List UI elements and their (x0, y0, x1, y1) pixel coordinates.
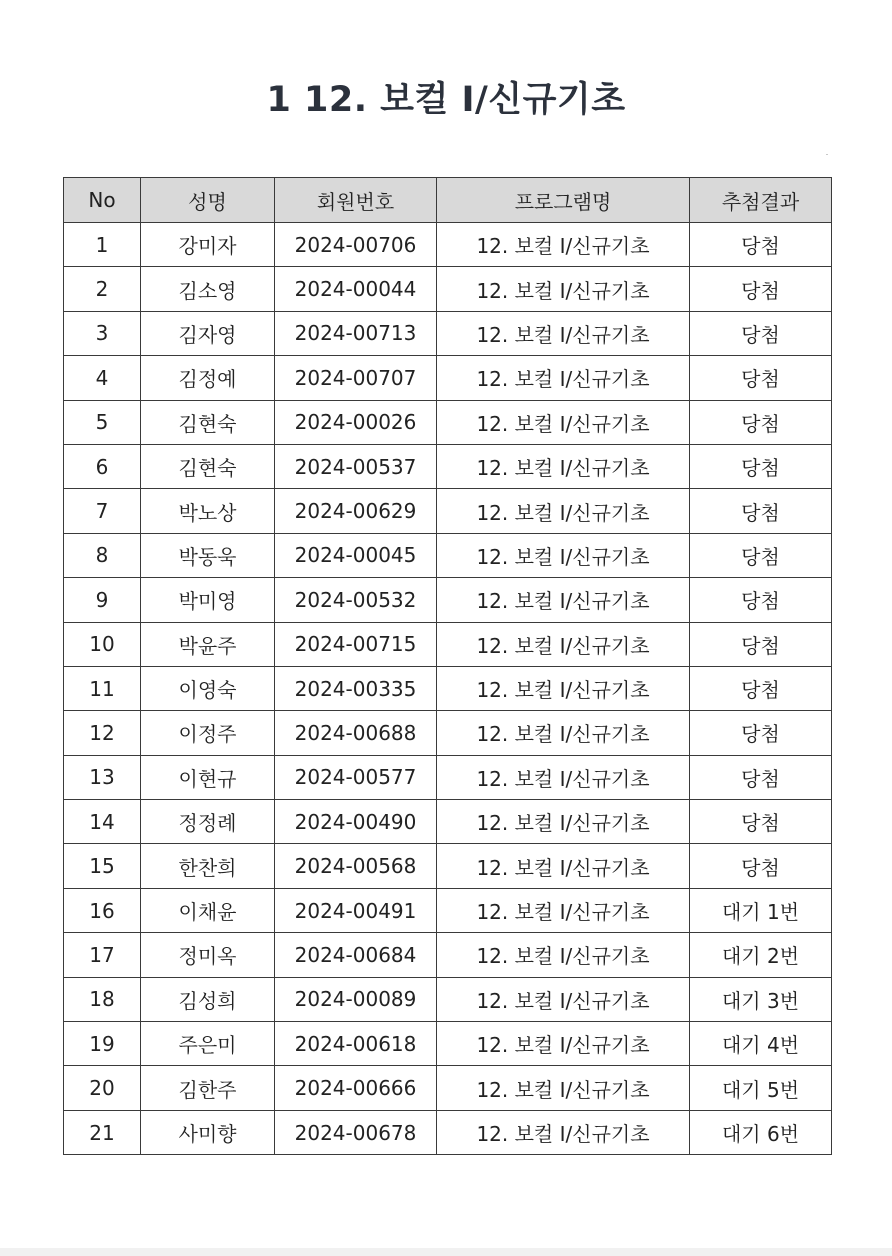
cell-name: 박미영 (141, 578, 275, 622)
table-row (64, 578, 832, 622)
table-row (64, 888, 832, 932)
cell-no: 16 (64, 888, 141, 932)
cell-program-name: 12. 보컬 I/신규기초 (437, 844, 690, 888)
cell-no: 9 (64, 578, 141, 622)
cell-member-number: 2024-00678 (275, 1110, 437, 1154)
cell-program-name: 12. 보컬 I/신규기초 (437, 977, 690, 1021)
cell-name: 정정례 (141, 800, 275, 844)
cell-program-name: 12. 보컬 I/신규기초 (437, 755, 690, 799)
table-row (64, 444, 832, 488)
cell-no: 8 (64, 533, 141, 577)
table-row (64, 1110, 832, 1154)
header-member-number: 회원번호 (275, 178, 437, 223)
cell-program-name: 12. 보컬 I/신규기초 (437, 400, 690, 444)
table-row (64, 1066, 832, 1110)
cell-no: 7 (64, 489, 141, 533)
table-row (64, 977, 832, 1021)
cell-draw-result: 당첨 (690, 666, 832, 710)
cell-member-number: 2024-00618 (275, 1022, 437, 1066)
cell-member-number: 2024-00629 (275, 489, 437, 533)
cell-member-number: 2024-00045 (275, 533, 437, 577)
header-no: No (64, 178, 141, 223)
cell-no: 14 (64, 800, 141, 844)
table-row (64, 800, 832, 844)
cell-no: 18 (64, 977, 141, 1021)
table-row (64, 311, 832, 355)
cell-name: 한찬희 (141, 844, 275, 888)
table-row (64, 533, 832, 577)
cell-draw-result: 당첨 (690, 711, 832, 755)
table-row (64, 1022, 832, 1066)
cell-name: 이정주 (141, 711, 275, 755)
cell-program-name: 12. 보컬 I/신규기초 (437, 444, 690, 488)
page-title: 1 12. 보컬 I/신규기초 (266, 80, 626, 120)
cell-name: 김소영 (141, 267, 275, 311)
cell-no: 2 (64, 267, 141, 311)
cell-draw-result: 당첨 (690, 489, 832, 533)
lottery-results-table (63, 177, 832, 1155)
table-body (64, 223, 832, 1155)
cell-member-number: 2024-00537 (275, 444, 437, 488)
cell-member-number: 2024-00707 (275, 356, 437, 400)
cell-member-number: 2024-00568 (275, 844, 437, 888)
cell-no: 10 (64, 622, 141, 666)
table-row (64, 223, 832, 267)
scan-bottom-edge (0, 1248, 892, 1256)
cell-draw-result: 당첨 (690, 400, 832, 444)
table-row (64, 755, 832, 799)
cell-member-number: 2024-00715 (275, 622, 437, 666)
cell-member-number: 2024-00684 (275, 933, 437, 977)
cell-program-name: 12. 보컬 I/신규기초 (437, 223, 690, 267)
cell-no: 12 (64, 711, 141, 755)
cell-name: 이영숙 (141, 666, 275, 710)
cell-draw-result: 당첨 (690, 755, 832, 799)
cell-member-number: 2024-00706 (275, 223, 437, 267)
cell-program-name: 12. 보컬 I/신규기초 (437, 489, 690, 533)
cell-draw-result: 당첨 (690, 844, 832, 888)
table-row (64, 711, 832, 755)
cell-program-name: 12. 보컬 I/신규기초 (437, 356, 690, 400)
cell-draw-result: 대기 1번 (690, 888, 832, 932)
cell-member-number: 2024-00532 (275, 578, 437, 622)
cell-program-name: 12. 보컬 I/신규기초 (437, 800, 690, 844)
cell-draw-result: 대기 3번 (690, 977, 832, 1021)
cell-member-number: 2024-00491 (275, 888, 437, 932)
table-row (64, 844, 832, 888)
cell-member-number: 2024-00577 (275, 755, 437, 799)
cell-program-name: 12. 보컬 I/신규기초 (437, 888, 690, 932)
cell-no: 19 (64, 1022, 141, 1066)
cell-program-name: 12. 보컬 I/신규기초 (437, 1066, 690, 1110)
cell-no: 15 (64, 844, 141, 888)
cell-no: 1 (64, 223, 141, 267)
table-row (64, 356, 832, 400)
table-row (64, 400, 832, 444)
cell-name: 이채윤 (141, 888, 275, 932)
header-program-name: 프로그램명 (437, 178, 690, 223)
cell-name: 박노상 (141, 489, 275, 533)
cell-program-name: 12. 보컬 I/신규기초 (437, 622, 690, 666)
cell-name: 김자영 (141, 311, 275, 355)
cell-no: 17 (64, 933, 141, 977)
scan-speck (826, 154, 828, 155)
cell-draw-result: 대기 6번 (690, 1110, 832, 1154)
cell-program-name: 12. 보컬 I/신규기초 (437, 578, 690, 622)
cell-program-name: 12. 보컬 I/신규기초 (437, 267, 690, 311)
cell-no: 20 (64, 1066, 141, 1110)
cell-draw-result: 당첨 (690, 622, 832, 666)
cell-member-number: 2024-00666 (275, 1066, 437, 1110)
cell-name: 김한주 (141, 1066, 275, 1110)
cell-program-name: 12. 보컬 I/신규기초 (437, 666, 690, 710)
cell-member-number: 2024-00044 (275, 267, 437, 311)
cell-member-number: 2024-00688 (275, 711, 437, 755)
cell-no: 13 (64, 755, 141, 799)
table-row (64, 267, 832, 311)
table-row (64, 489, 832, 533)
cell-program-name: 12. 보컬 I/신규기초 (437, 1110, 690, 1154)
cell-no: 21 (64, 1110, 141, 1154)
cell-draw-result: 대기 2번 (690, 933, 832, 977)
cell-name: 김현숙 (141, 444, 275, 488)
cell-name: 박윤주 (141, 622, 275, 666)
cell-no: 11 (64, 666, 141, 710)
cell-draw-result: 당첨 (690, 578, 832, 622)
cell-name: 김정예 (141, 356, 275, 400)
header-name: 성명 (141, 178, 275, 223)
cell-draw-result: 당첨 (690, 444, 832, 488)
header-draw-result: 추첨결과 (690, 178, 832, 223)
cell-no: 6 (64, 444, 141, 488)
cell-name: 김성희 (141, 977, 275, 1021)
cell-member-number: 2024-00713 (275, 311, 437, 355)
cell-member-number: 2024-00089 (275, 977, 437, 1021)
cell-draw-result: 당첨 (690, 267, 832, 311)
cell-member-number: 2024-00335 (275, 666, 437, 710)
cell-name: 박동욱 (141, 533, 275, 577)
cell-program-name: 12. 보컬 I/신규기초 (437, 1022, 690, 1066)
cell-name: 김현숙 (141, 400, 275, 444)
cell-draw-result: 대기 5번 (690, 1066, 832, 1110)
table-row (64, 666, 832, 710)
cell-program-name: 12. 보컬 I/신규기초 (437, 533, 690, 577)
cell-name: 사미향 (141, 1110, 275, 1154)
cell-program-name: 12. 보컬 I/신규기초 (437, 311, 690, 355)
table-row (64, 622, 832, 666)
cell-name: 정미옥 (141, 933, 275, 977)
cell-draw-result: 당첨 (690, 223, 832, 267)
lottery-results-table-container (63, 177, 832, 1155)
table-row (64, 933, 832, 977)
cell-name: 주은미 (141, 1022, 275, 1066)
cell-draw-result: 당첨 (690, 311, 832, 355)
cell-member-number: 2024-00026 (275, 400, 437, 444)
table-header-row (64, 178, 832, 223)
cell-no: 5 (64, 400, 141, 444)
cell-draw-result: 당첨 (690, 356, 832, 400)
cell-draw-result: 대기 4번 (690, 1022, 832, 1066)
cell-no: 3 (64, 311, 141, 355)
cell-program-name: 12. 보컬 I/신규기초 (437, 711, 690, 755)
cell-name: 이현규 (141, 755, 275, 799)
cell-no: 4 (64, 356, 141, 400)
cell-draw-result: 당첨 (690, 533, 832, 577)
cell-draw-result: 당첨 (690, 800, 832, 844)
cell-member-number: 2024-00490 (275, 800, 437, 844)
cell-name: 강미자 (141, 223, 275, 267)
cell-program-name: 12. 보컬 I/신규기초 (437, 933, 690, 977)
